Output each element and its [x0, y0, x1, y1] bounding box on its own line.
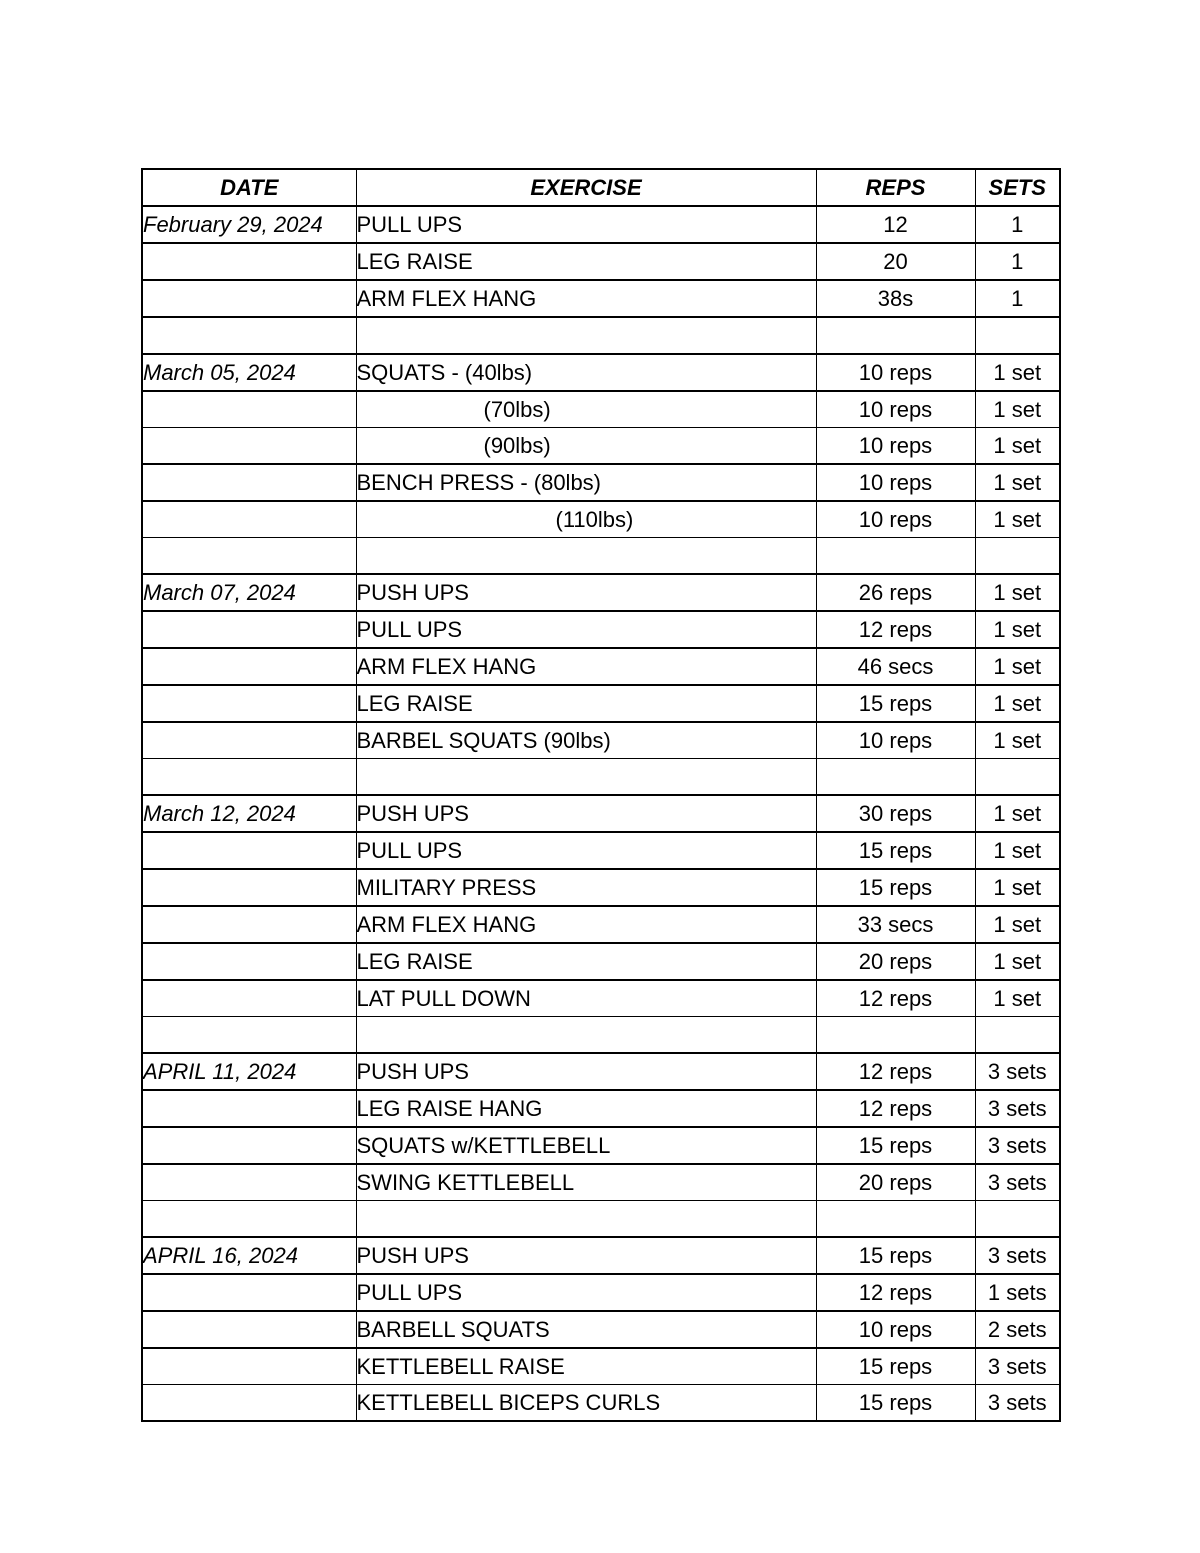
sets-cell: 1 set [975, 722, 1060, 759]
exercise-cell: BARBELL SQUATS [356, 1311, 816, 1348]
reps-cell: 20 reps [816, 943, 975, 980]
date-cell [142, 1090, 356, 1127]
table-row [142, 685, 1060, 722]
exercise-cell: LEG RAISE [356, 243, 816, 280]
date-cell [142, 1164, 356, 1201]
exercise-cell: PULL UPS [356, 206, 816, 243]
date-cell: March 07, 2024 [142, 574, 356, 611]
date-cell [142, 832, 356, 869]
sets-cell: 3 sets [975, 1348, 1060, 1385]
date-cell [142, 869, 356, 906]
exercise-cell: LAT PULL DOWN [356, 980, 816, 1017]
reps-cell: 20 [816, 243, 975, 280]
sets-cell: 1 set [975, 943, 1060, 980]
exercise-cell: ARM FLEX HANG [356, 906, 816, 943]
exercise-cell: PULL UPS [356, 832, 816, 869]
date-cell [142, 1201, 356, 1238]
date-cell: APRIL 11, 2024 [142, 1053, 356, 1090]
table-body [142, 206, 1060, 1421]
reps-cell: 15 reps [816, 1237, 975, 1274]
sets-cell: 1 [975, 280, 1060, 317]
table-row [142, 648, 1060, 685]
table-row [142, 1385, 1060, 1422]
reps-cell [816, 317, 975, 354]
reps-cell: 15 reps [816, 685, 975, 722]
header-row [142, 169, 1060, 206]
sets-cell: 1 set [975, 906, 1060, 943]
table-row [142, 943, 1060, 980]
sets-cell: 1 set [975, 685, 1060, 722]
reps-cell: 12 [816, 206, 975, 243]
workout-log-sheet [141, 168, 1059, 1422]
exercise-cell: KETTLEBELL RAISE [356, 1348, 816, 1385]
sets-cell: 1 set [975, 611, 1060, 648]
date-cell [142, 280, 356, 317]
date-cell [142, 611, 356, 648]
date-cell: APRIL 16, 2024 [142, 1237, 356, 1274]
exercise-cell [356, 1017, 816, 1054]
exercise-cell: PULL UPS [356, 611, 816, 648]
date-cell: March 05, 2024 [142, 354, 356, 391]
sets-cell: 1 [975, 206, 1060, 243]
reps-cell: 10 reps [816, 1311, 975, 1348]
exercise-cell: LEG RAISE [356, 943, 816, 980]
sets-cell [975, 1017, 1060, 1054]
reps-cell: 12 reps [816, 1053, 975, 1090]
table-row [142, 1053, 1060, 1090]
table-row [142, 354, 1060, 391]
reps-cell: 15 reps [816, 1348, 975, 1385]
sets-cell: 1 set [975, 428, 1060, 465]
reps-cell: 26 reps [816, 574, 975, 611]
sets-cell: 1 sets [975, 1274, 1060, 1311]
sets-cell: 1 set [975, 832, 1060, 869]
date-cell [142, 391, 356, 428]
date-cell [142, 1348, 356, 1385]
reps-cell [816, 538, 975, 575]
table-row [142, 1348, 1060, 1385]
reps-cell: 15 reps [816, 1127, 975, 1164]
header-reps: REPS [816, 169, 975, 206]
header-exercise: EXERCISE [356, 169, 816, 206]
exercise-cell: KETTLEBELL BICEPS CURLS [356, 1385, 816, 1422]
date-cell [142, 759, 356, 796]
date-cell: March 12, 2024 [142, 795, 356, 832]
exercise-cell: PUSH UPS [356, 795, 816, 832]
date-cell: February 29, 2024 [142, 206, 356, 243]
date-cell [142, 1127, 356, 1164]
date-cell [142, 1017, 356, 1054]
exercise-cell: (110lbs) [356, 501, 816, 538]
table-row [142, 1274, 1060, 1311]
table-row [142, 574, 1060, 611]
exercise-cell: SQUATS - (40lbs) [356, 354, 816, 391]
sets-cell: 3 sets [975, 1164, 1060, 1201]
exercise-cell: ARM FLEX HANG [356, 648, 816, 685]
table-row [142, 1164, 1060, 1201]
table-row [142, 722, 1060, 759]
table-row [142, 538, 1060, 575]
sets-cell: 1 set [975, 980, 1060, 1017]
date-cell [142, 317, 356, 354]
exercise-cell: SWING KETTLEBELL [356, 1164, 816, 1201]
table-row [142, 1127, 1060, 1164]
workout-log-table [141, 168, 1061, 1422]
table-row [142, 869, 1060, 906]
table-row [142, 464, 1060, 501]
sets-cell: 3 sets [975, 1385, 1060, 1422]
table-row [142, 759, 1060, 796]
table-row [142, 795, 1060, 832]
table-row [142, 611, 1060, 648]
reps-cell: 12 reps [816, 1274, 975, 1311]
reps-cell: 46 secs [816, 648, 975, 685]
reps-cell: 15 reps [816, 869, 975, 906]
table-row [142, 980, 1060, 1017]
reps-cell: 10 reps [816, 354, 975, 391]
sets-cell: 1 set [975, 501, 1060, 538]
date-cell [142, 464, 356, 501]
sets-cell: 1 [975, 243, 1060, 280]
table-row [142, 1237, 1060, 1274]
reps-cell [816, 1201, 975, 1238]
reps-cell: 12 reps [816, 980, 975, 1017]
reps-cell [816, 759, 975, 796]
reps-cell: 10 reps [816, 428, 975, 465]
sets-cell: 1 set [975, 574, 1060, 611]
exercise-cell: (70lbs) [356, 391, 816, 428]
exercise-cell: MILITARY PRESS [356, 869, 816, 906]
reps-cell: 10 reps [816, 501, 975, 538]
sets-cell: 1 set [975, 354, 1060, 391]
sets-cell: 1 set [975, 391, 1060, 428]
reps-cell: 38s [816, 280, 975, 317]
table-row [142, 1090, 1060, 1127]
table-row [142, 243, 1060, 280]
reps-cell: 15 reps [816, 1385, 975, 1422]
date-cell [142, 906, 356, 943]
reps-cell: 10 reps [816, 391, 975, 428]
reps-cell: 30 reps [816, 795, 975, 832]
exercise-cell: (90lbs) [356, 428, 816, 465]
reps-cell: 15 reps [816, 832, 975, 869]
date-cell [142, 538, 356, 575]
reps-cell [816, 1017, 975, 1054]
sets-cell [975, 1201, 1060, 1238]
date-cell [142, 648, 356, 685]
sets-cell: 3 sets [975, 1127, 1060, 1164]
table-row [142, 832, 1060, 869]
sets-cell [975, 317, 1060, 354]
date-cell [142, 243, 356, 280]
reps-cell: 10 reps [816, 722, 975, 759]
reps-cell: 12 reps [816, 1090, 975, 1127]
table-row [142, 206, 1060, 243]
exercise-cell: PULL UPS [356, 1274, 816, 1311]
table-row [142, 317, 1060, 354]
header-sets: SETS [975, 169, 1060, 206]
date-cell [142, 1274, 356, 1311]
exercise-cell: BENCH PRESS - (80lbs) [356, 464, 816, 501]
table-row [142, 428, 1060, 465]
exercise-cell [356, 759, 816, 796]
date-cell [142, 1385, 356, 1422]
table-row [142, 391, 1060, 428]
sets-cell [975, 538, 1060, 575]
table-row [142, 1017, 1060, 1054]
date-cell [142, 1311, 356, 1348]
sets-cell: 1 set [975, 869, 1060, 906]
table-row [142, 906, 1060, 943]
sets-cell: 2 sets [975, 1311, 1060, 1348]
exercise-cell: LEG RAISE HANG [356, 1090, 816, 1127]
header-date: DATE [142, 169, 356, 206]
date-cell [142, 428, 356, 465]
reps-cell: 10 reps [816, 464, 975, 501]
sets-cell: 3 sets [975, 1090, 1060, 1127]
sets-cell: 1 set [975, 795, 1060, 832]
sets-cell [975, 759, 1060, 796]
date-cell [142, 980, 356, 1017]
exercise-cell: LEG RAISE [356, 685, 816, 722]
exercise-cell: PUSH UPS [356, 1237, 816, 1274]
exercise-cell [356, 317, 816, 354]
exercise-cell: BARBEL SQUATS (90lbs) [356, 722, 816, 759]
exercise-cell [356, 1201, 816, 1238]
sets-cell: 3 sets [975, 1237, 1060, 1274]
date-cell [142, 943, 356, 980]
table-row [142, 280, 1060, 317]
sets-cell: 1 set [975, 648, 1060, 685]
exercise-cell: SQUATS w/KETTLEBELL [356, 1127, 816, 1164]
date-cell [142, 722, 356, 759]
table-row [142, 1201, 1060, 1238]
exercise-cell: ARM FLEX HANG [356, 280, 816, 317]
reps-cell: 20 reps [816, 1164, 975, 1201]
date-cell [142, 501, 356, 538]
table-row [142, 501, 1060, 538]
exercise-cell: PUSH UPS [356, 1053, 816, 1090]
exercise-cell [356, 538, 816, 575]
reps-cell: 12 reps [816, 611, 975, 648]
reps-cell: 33 secs [816, 906, 975, 943]
sets-cell: 1 set [975, 464, 1060, 501]
table-row [142, 1311, 1060, 1348]
exercise-cell: PUSH UPS [356, 574, 816, 611]
date-cell [142, 685, 356, 722]
sets-cell: 3 sets [975, 1053, 1060, 1090]
